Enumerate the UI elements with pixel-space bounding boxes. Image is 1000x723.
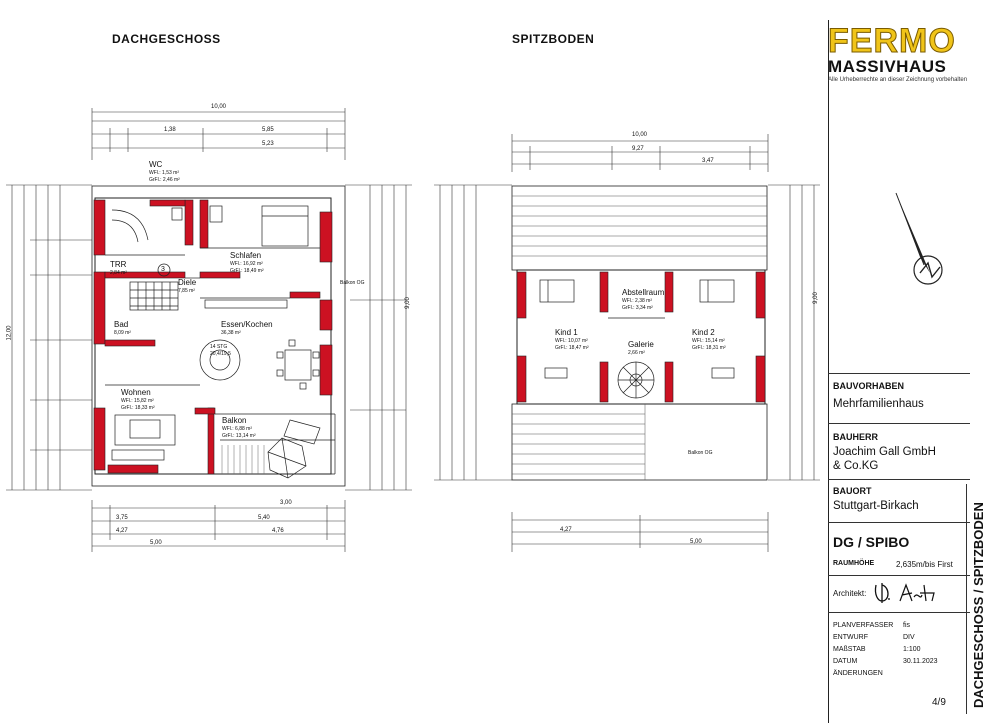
room-essen-area: 36,38 m² [221,330,241,336]
label-bauherr: BAUHERR [833,432,878,442]
room-schlafen: Schlafen [230,251,262,260]
room-bad: Bad [114,320,129,329]
dim-sb-right: 9,00 [812,292,819,304]
dim-dg-bot-a: 5,40 [258,515,270,521]
architect-signature [872,581,942,605]
value-bauvorhaben: Mehrfamilienhaus [833,398,924,410]
room-wc: WC [149,160,163,169]
room-kind2-area2: GrFl.: 18,31 m² [692,345,726,351]
title-spitzboden: SPITZBODEN [512,32,595,46]
value-bauort: Stuttgart-Birkach [833,500,919,512]
room-balkon-area2: GrFl.: 13,14 m² [222,433,256,439]
label-datum: DATUM [833,658,858,665]
label-bauort: BAUORT [833,486,872,496]
room-wohnen-area: WFl.: 15,82 m² [121,398,154,404]
dim-dg-bot-f: 3,00 [280,500,292,506]
room-galerie: Galerie [628,340,654,349]
page-number: 4/9 [932,697,946,708]
room-essen-kochen: Essen/Kochen [221,320,273,329]
label-entwurf: ENTWURF [833,634,868,641]
dim-dg-bot-e: 4,27 [116,528,128,534]
room-kind1-area2: GrFl.: 18,47 m² [555,345,589,351]
label-balkon-og-sb: Balkon OG [688,450,713,456]
stair-steps: 14 STG [210,344,228,350]
dim-dg-top-total: 10,00 [211,104,227,110]
room-wohnen-area2: GrFl.: 18,33 m² [121,405,155,411]
room-abstellraum: Abstellraum [622,288,665,297]
value-datum: 30.11.2023 [903,658,938,665]
label-raumhoehe: RAUMHÖHE [833,560,875,567]
room-trr-area: 2,84 m² [110,270,127,276]
room-diele-area: 7,85 m² [178,288,195,294]
room-schlafen-area2: GrFl.: 18,49 m² [230,268,264,274]
dim-dg-left: 12,00 [6,325,13,341]
label-planverfasser: PLANVERFASSER [833,622,894,629]
dim-dg-right: 9,00 [404,297,411,309]
room-abstellraum-area: WFl.: 2,38 m² [622,298,653,304]
dim-dg-top-d: 1,38 [164,127,176,133]
dim-sb-top-c: 3,47 [702,158,714,164]
title-dachgeschoss: DACHGESCHOSS [112,32,221,46]
room-abstellraum-area2: GrFl.: 3,34 m² [622,305,653,311]
room-diele: Diele [178,278,197,287]
room-trr: TRR [110,260,127,269]
dim-dg-bot-c: 5,00 [150,540,162,546]
dim-sb-top-b: 9,27 [632,146,644,152]
room-kind2: Kind 2 [692,328,715,337]
value-planverfasser: fis [903,622,910,629]
room-kind1-area: WFl.: 10,07 m² [555,338,588,344]
room-kind2-area: WFl.: 15,14 m² [692,338,725,344]
room-wohnen: Wohnen [121,388,151,397]
logo-massivhaus-text: MASSIVHAUS [828,57,947,76]
stair-dimensions: 20,4/19,5 [210,351,231,357]
copyright-note: Alle Urheberrechte an dieser Zeichnung vorbehalten [828,77,968,83]
room-balkon: Balkon [222,416,247,425]
label-balkon-og-dg: Balkon OG [340,280,365,286]
label-aenderungen: ÄNDERUNGEN [833,670,883,677]
dim-sb-bot-b: 5,00 [690,539,702,545]
room-galerie-area: 2,66 m² [628,350,645,356]
value-massstab: 1:100 [903,646,921,653]
label-bauvorhaben: BAUVORHABEN [833,381,905,391]
vertical-title: DACHGESCHOSS / SPITZBODEN [971,502,986,708]
value-bauherr-2: & Co.KG [833,460,879,472]
dim-sb-top-total: 10,00 [632,132,648,138]
dim-dg-bot-b: 4,76 [272,528,284,534]
room-kind1: Kind 1 [555,328,578,337]
room-schlafen-area: WFl.: 16,92 m² [230,261,263,267]
label-architekt: Architekt: [833,589,867,598]
plan-code: DG / SPIBO [833,534,910,550]
logo-fermo-text: FERMO [828,22,956,60]
dim-dg-top-b: 5,85 [262,127,274,133]
room-balkon-area: WFl.: 6,88 m² [222,426,253,432]
value-raumhoehe: 2,635m/bis First [896,560,953,569]
room-wc-area2: GrFl.: 2,46 m² [149,177,180,183]
company-logo [828,24,998,86]
room-wc-area: WFl.: 1,53 m² [149,170,180,176]
dim-dg-bot-d: 3,75 [116,515,128,521]
dim-sb-bot-a: 4,27 [560,527,572,533]
room-bad-area: 8,09 m² [114,330,131,336]
label-massstab: MAßSTAB [833,646,866,653]
north-arrow-icon [880,185,960,305]
value-bauherr-1: Joachim Gall GmbH [833,446,936,458]
vertical-title-strip [966,484,1000,714]
value-entwurf: DIV [903,634,915,641]
dim-dg-top-c: 5,23 [262,141,274,147]
room-circle-number: 3 [161,266,165,273]
